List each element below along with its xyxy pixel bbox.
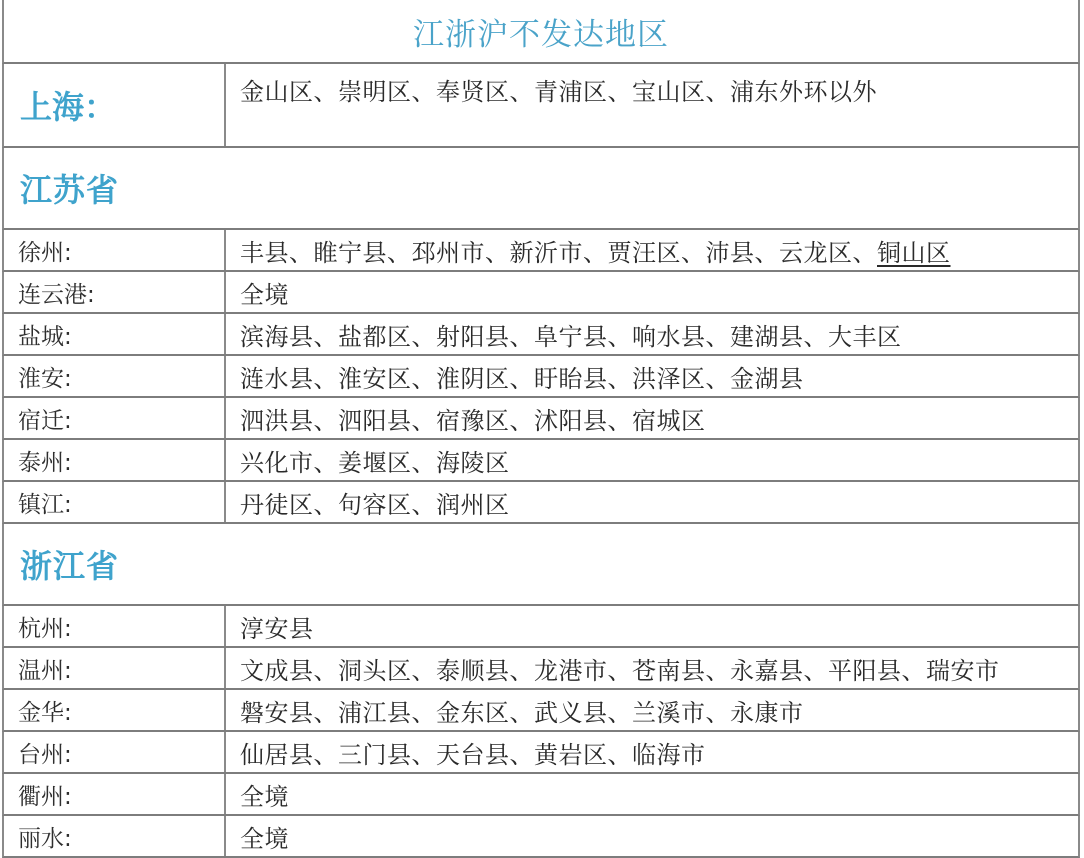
table-row xyxy=(2,816,1080,858)
city-areas: 文成县、洞头区、泰顺县、龙港市、苍南县、永嘉县、平阳县、瑞安市 xyxy=(240,656,1000,685)
table-row xyxy=(2,482,1080,524)
city-areas: 全境 xyxy=(240,280,289,309)
table-row xyxy=(2,606,1080,648)
city-areas: 涟水县、淮安区、淮阴区、盱眙县、洪泽区、金湖县 xyxy=(240,364,804,393)
city-areas xyxy=(226,230,1078,270)
city-label: 金华: xyxy=(4,690,226,730)
city-label: 盐城: xyxy=(4,314,226,354)
city-label: 温州: xyxy=(4,648,226,688)
table-row xyxy=(2,690,1080,732)
table-row xyxy=(2,398,1080,440)
city-areas: 泗洪县、泗阳县、宿豫区、沭阳县、宿城区 xyxy=(240,406,706,435)
city-label: 杭州: xyxy=(4,606,226,646)
city-label: 徐州: xyxy=(4,230,226,270)
table-row xyxy=(2,648,1080,690)
city-label: 镇江: xyxy=(4,482,226,522)
city-areas: 丹徒区、句容区、润州区 xyxy=(240,490,510,519)
table-row xyxy=(2,230,1080,272)
city-areas: 仙居县、三门县、天台县、黄岩区、临海市 xyxy=(240,740,706,769)
city-areas: 淳安县 xyxy=(240,614,314,643)
city-areas: 兴化市、姜堰区、海陵区 xyxy=(240,448,510,477)
region-label-shanghai: 上海： xyxy=(4,64,226,146)
table-title-row xyxy=(2,0,1080,64)
region-areas-shanghai: 金山区、崇明区、奉贤区、青浦区、宝山区、浦东外环以外 xyxy=(240,78,877,106)
city-areas-text: 丰县、睢宁县、邳州市、新沂市、贾汪区、沛县、云龙区、 xyxy=(240,238,877,267)
city-areas: 滨海县、盐都区、射阳县、阜宁县、响水县、建湖县、大丰区 xyxy=(240,322,902,351)
table-row xyxy=(2,732,1080,774)
city-label: 丽水: xyxy=(4,816,226,856)
table-row xyxy=(2,440,1080,482)
table-title: 江浙沪不发达地区 xyxy=(413,16,669,53)
city-areas-underlined: 铜山区 xyxy=(877,238,951,267)
city-label: 连云港: xyxy=(4,272,226,312)
city-label: 衢州: xyxy=(4,774,226,814)
section-heading-zhejiang: 浙江省 xyxy=(20,547,120,585)
section-heading-jiangsu: 江苏省 xyxy=(20,171,120,209)
city-areas: 全境 xyxy=(240,824,289,853)
city-areas: 磐安县、浦江县、金东区、武义县、兰溪市、永康市 xyxy=(240,698,804,727)
city-label: 泰州: xyxy=(4,440,226,480)
section-heading-row-zhejiang xyxy=(2,524,1080,606)
section-heading-row-jiangsu xyxy=(2,148,1080,230)
table-row xyxy=(2,774,1080,816)
city-label: 淮安: xyxy=(4,356,226,396)
city-areas: 全境 xyxy=(240,782,289,811)
table-row xyxy=(2,356,1080,398)
city-label: 宿迁: xyxy=(4,398,226,438)
table-row xyxy=(2,314,1080,356)
table-row xyxy=(2,272,1080,314)
city-label: 台州: xyxy=(4,732,226,772)
table-row-shanghai xyxy=(2,64,1080,148)
